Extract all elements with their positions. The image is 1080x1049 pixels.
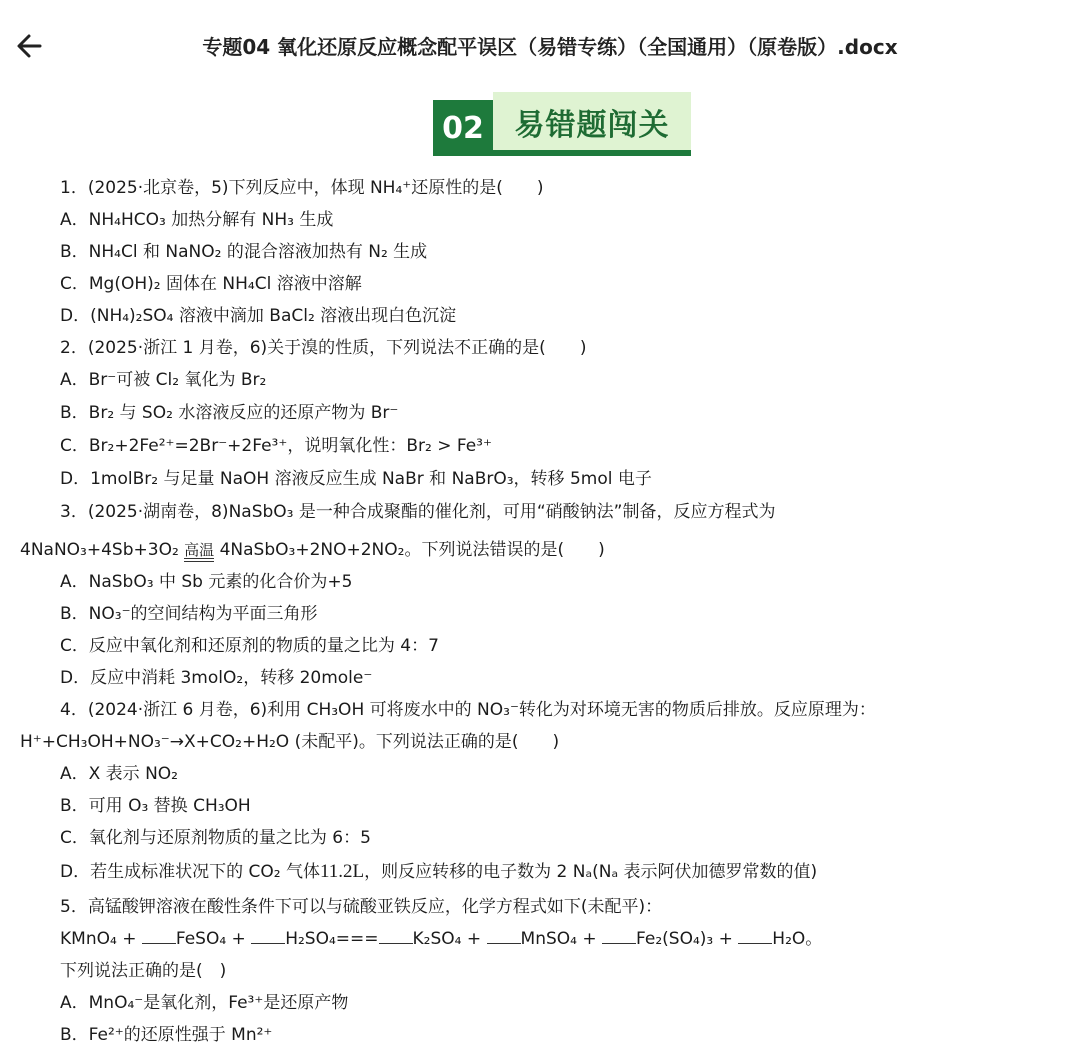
double-line-equals bbox=[184, 558, 214, 562]
option-d-part1: D．若生成标准状况下的 CO₂ 气体 bbox=[60, 862, 320, 882]
question-2-option-b: B．Br₂ 与 SO₂ 水溶液反应的还原产物为 Br⁻ bbox=[60, 403, 399, 423]
question-5-prompt: 下列说法正确的是( ) bbox=[60, 961, 227, 981]
question-2-option-d: D．1molBr₂ 与足量 NaOH 溶液反应生成 NaBr 和 NaBrO₃，转移 5mol 电子 bbox=[60, 469, 652, 489]
question-5-equation bbox=[60, 929, 822, 949]
question-4-reaction: H⁺+CH₃OH+NO₃⁻→X+CO₂+H₂O (未配平)。下列说法正确的是( ) bbox=[20, 732, 560, 752]
question-2-stem: 2．(2025·浙江 1 月卷，6)关于溴的性质，下列说法不正确的是( ) bbox=[60, 338, 587, 358]
eq-k2so4: K₂SO₄ + bbox=[412, 929, 482, 949]
question-3-option-d: D．反应中消耗 3molO₂，转移 20mole⁻ bbox=[60, 668, 373, 688]
question-4-option-d bbox=[60, 862, 817, 882]
option-d-part2: ，则反应转移的电子数为 2 Nₐ(Nₐ 表示阿伏加德罗常数的值) bbox=[364, 862, 818, 882]
question-5-option-a: A．MnO₄⁻是氧化剂，Fe³⁺是还原产物 bbox=[60, 993, 349, 1013]
equation-products: 4NaSbO₃+2NO+2NO₂。下列说法错误的是( ) bbox=[219, 540, 605, 560]
question-1-option-d: D．(NH₄)₂SO₄ 溶液中滴加 BaCl₂ 溶液出现白色沉淀 bbox=[60, 306, 457, 326]
back-arrow-icon[interactable] bbox=[14, 30, 46, 62]
eq-mnso4: MnSO₄ + bbox=[520, 929, 597, 949]
question-3-option-b: B．NO₃⁻的空间结构为平面三角形 bbox=[60, 604, 318, 624]
question-4-option-a: A．X 表示 NO₂ bbox=[60, 764, 178, 784]
question-3-option-c: C．反应中氧化剂和还原剂的物质的量之比为 4：7 bbox=[60, 636, 439, 656]
high-temperature-condition bbox=[184, 540, 214, 560]
question-5-stem: 5．高锰酸钾溶液在酸性条件下可以与硫酸亚铁反应，化学方程式如下(未配平)： bbox=[60, 897, 663, 917]
question-2-option-a: A．Br⁻可被 Cl₂ 氧化为 Br₂ bbox=[60, 370, 267, 390]
equation-reactants: 4NaNO₃+4Sb+3O₂ bbox=[20, 540, 179, 560]
question-5-option-b: B．Fe²⁺的还原性强于 Mn²⁺ bbox=[60, 1025, 273, 1045]
eq-h2so4: H₂SO₄=== bbox=[285, 929, 379, 949]
eq-kmno4: KMnO₄ + bbox=[60, 929, 137, 949]
question-2-option-c: C．Br₂+2Fe²⁺=2Br⁻+2Fe³⁺，说明氧化性：Br₂ > Fe³⁺ bbox=[60, 436, 492, 456]
blank-6 bbox=[738, 929, 772, 944]
blank-2 bbox=[251, 929, 285, 944]
volume-value: 11.2L bbox=[319, 861, 365, 882]
eq-feso4: FeSO₄ + bbox=[175, 929, 246, 949]
question-1-option-a: A．NH₄HCO₃ 加热分解有 NH₃ 生成 bbox=[60, 210, 334, 230]
question-4-option-c: C．氧化剂与还原剂物质的量之比为 6：5 bbox=[60, 828, 371, 848]
eq-fe2so43: Fe₂(SO₄)₃ + bbox=[636, 929, 733, 949]
question-3-stem: 3．(2025·湖南卷，8)NaSbO₃ 是一种合成聚酯的催化剂，可用“硝酸钠法”制备，反应方程式为 bbox=[60, 502, 776, 522]
blank-5 bbox=[602, 929, 636, 944]
badge-number: 02 bbox=[433, 100, 493, 156]
badge-underline bbox=[493, 150, 691, 156]
question-3-option-a: A．NaSbO₃ 中 Sb 元素的化合价为+5 bbox=[60, 572, 353, 592]
question-3-equation bbox=[20, 540, 605, 560]
document-title: 专题04 氧化还原反应概念配平误区（易错专练）（全国通用）（原卷版）.docx bbox=[202, 35, 898, 59]
section-badge bbox=[433, 92, 691, 156]
question-4-option-b: B．可用 O₃ 替换 CH₃OH bbox=[60, 796, 251, 816]
badge-label: 易错题闯关 bbox=[514, 108, 670, 143]
blank-4 bbox=[487, 929, 521, 944]
question-1-stem: 1．(2025·北京卷，5)下列反应中，体现 NH₄⁺还原性的是( ) bbox=[60, 178, 544, 198]
blank-1 bbox=[142, 929, 176, 944]
condition-label: 高温 bbox=[184, 541, 215, 559]
question-4-stem: 4．(2024·浙江 6 月卷，6)利用 CH₃OH 可将废水中的 NO₃⁻转化为对环境无害的物质后排放。反应原理为： bbox=[60, 700, 876, 720]
eq-h2o: H₂O。 bbox=[772, 929, 823, 949]
question-1-option-b: B．NH₄Cl 和 NaNO₂ 的混合溶液加热有 N₂ 生成 bbox=[60, 242, 428, 262]
top-bar bbox=[0, 0, 1080, 86]
question-1-option-c: C．Mg(OH)₂ 固体在 NH₄Cl 溶液中溶解 bbox=[60, 274, 362, 294]
blank-3 bbox=[379, 929, 413, 944]
